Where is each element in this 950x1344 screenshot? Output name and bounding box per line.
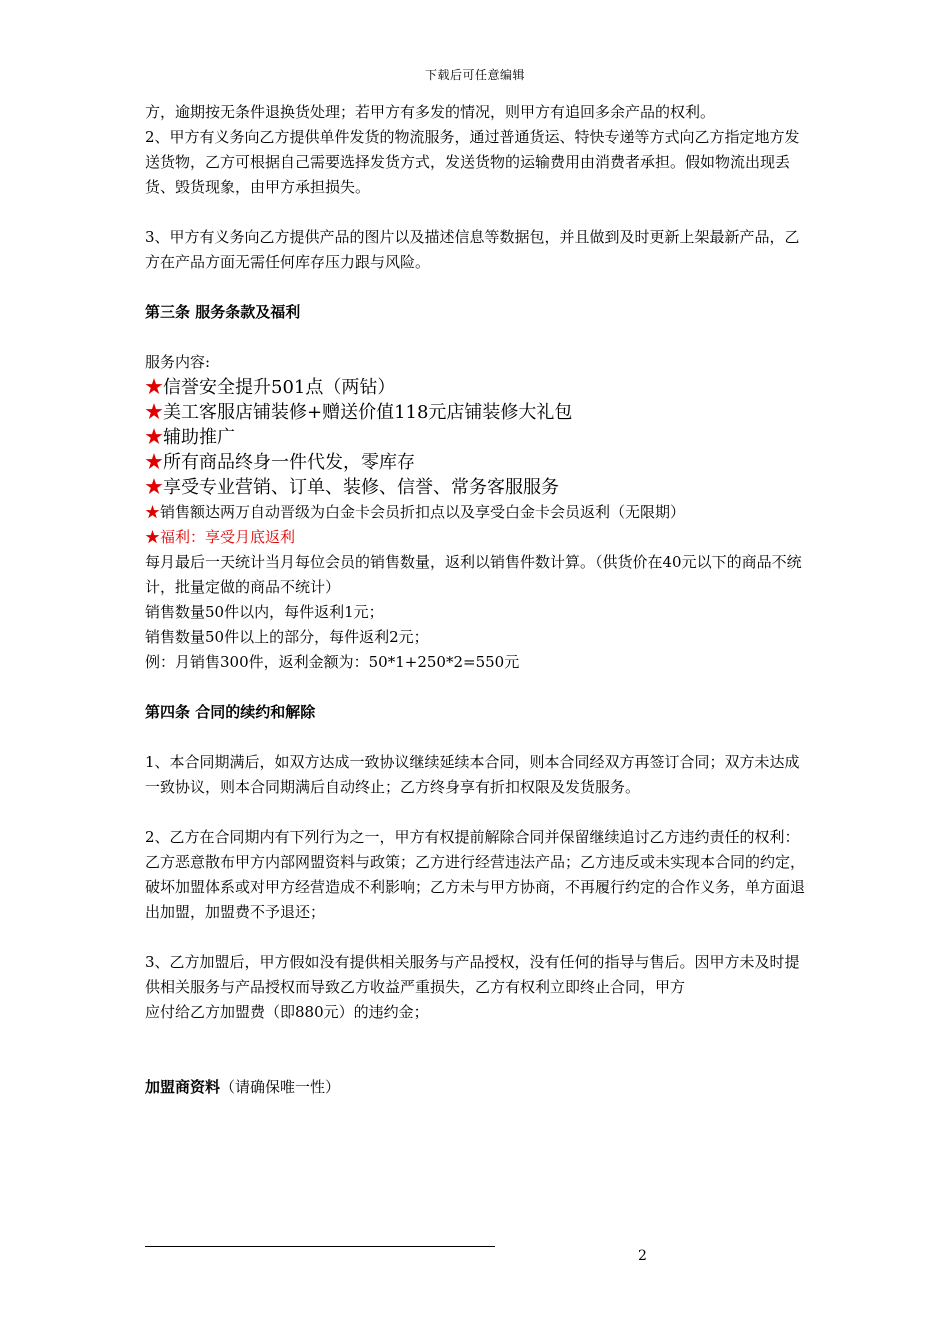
star-icon: ★ (145, 452, 163, 473)
franchisee-heading (145, 1075, 810, 1100)
service-item (145, 475, 810, 500)
service-item-text: 信誉安全提升501点（两钻） (163, 377, 396, 398)
franchisee-note: （请确保唯一性） (220, 1078, 341, 1096)
page-header: 下载后可任意编辑 (424, 68, 525, 82)
franchisee-title: 加盟商资料 (145, 1078, 221, 1096)
service-item-text: 辅助推广 (163, 427, 235, 448)
welfare-item (145, 525, 810, 550)
star-icon: ★ (145, 477, 163, 498)
paragraph: 2、乙方在合同期内有下列行为之一，甲方有权提前解除合同并保留继续追讨乙方违约责任的权利：乙方恶意散布甲方内部网盟资料与政策；乙方进行经营违法产品；乙方违反或未实现本合同的约定，破坏加盟体系或对甲方经营造成不利影响；乙方未与甲方协商，不再履行约定的合作义务，单方面退出加盟，加盟费不予退还； (145, 828, 806, 921)
paragraph: 3、乙方加盟后，甲方假如没有提供相关服务与产品授权，没有任何的指导与售后。因甲方未及时提供相关服务与产品授权而导致乙方收益严重损失，乙方有权利立即终止合同，甲方 (145, 953, 800, 996)
paragraph: 应付给乙方加盟费（即880元）的违约金； (145, 1003, 429, 1021)
service-item (145, 400, 810, 425)
paragraph: 每月最后一天统计当月每位会员的销售数量，返利以销售件数计算。（供货价在40元以下的商品不统计，批量定做的商品不统计） (145, 553, 802, 596)
service-item (145, 425, 810, 450)
paragraph: 2、甲方有义务向乙方提供单件发货的物流服务，通过普通货运、特快专递等方式向乙方指定地方发送货物，乙方可根据自己需要选择发货方式，发送货物的运输费用由消费者承担。假如物流出现丢货、毁货现象，由甲方承担损失。 (145, 128, 800, 196)
star-icon: ★ (145, 402, 163, 423)
service-item-text: 销售额达两万自动晋级为白金卡会员折扣点以及享受白金卡会员返利（无限期） (160, 503, 686, 521)
paragraph: 销售数量50件以内，每件返利1元； (145, 603, 384, 621)
service-item-text: 美工客服店铺装修+赠送价值118元店铺装修大礼包 (163, 402, 573, 423)
paragraph: 方，逾期按无条件退换货处理；若甲方有多发的情况，则甲方有追回多余产品的权利。 (145, 103, 716, 121)
section-heading: 第四条 合同的续约和解除 (145, 703, 316, 721)
paragraph: 1、本合同期满后，如双方达成一致协议继续延续本合同，则本合同经双方再签订合同；双方未达成一致协议，则本合同期满后自动终止；乙方终身享有折扣权限及发货服务。 (145, 753, 800, 796)
service-item (145, 450, 810, 475)
paragraph: 销售数量50件以上的部分，每件返利2元； (145, 628, 429, 646)
paragraph: 例：月销售300件，返利金额为：50*1+250*2=550元 (145, 653, 520, 671)
document-body (145, 100, 810, 1100)
service-item-text: 所有商品终身一件代发，零库存 (163, 452, 415, 473)
service-item (145, 375, 810, 400)
footer-divider (145, 1246, 495, 1247)
star-icon: ★ (145, 427, 163, 448)
service-item-text: 享受专业营销、订单、装修、信誉、常务客服服务 (163, 477, 559, 498)
section-heading: 第三条 服务条款及福利 (145, 303, 301, 321)
paragraph: 3、甲方有义务向乙方提供产品的图片以及描述信息等数据包，并且做到及时更新上架最新产品，乙方在产品方面无需任何库存压力跟与风险。 (145, 228, 800, 271)
service-item (145, 500, 810, 525)
star-icon: ★ (145, 377, 163, 398)
page-number: 2 (638, 1248, 647, 1264)
star-icon: ★ (145, 503, 161, 521)
star-icon: ★ (145, 528, 161, 546)
services-label: 服务内容: (145, 353, 211, 371)
welfare-text: 福利：享受月底返利 (160, 528, 296, 546)
